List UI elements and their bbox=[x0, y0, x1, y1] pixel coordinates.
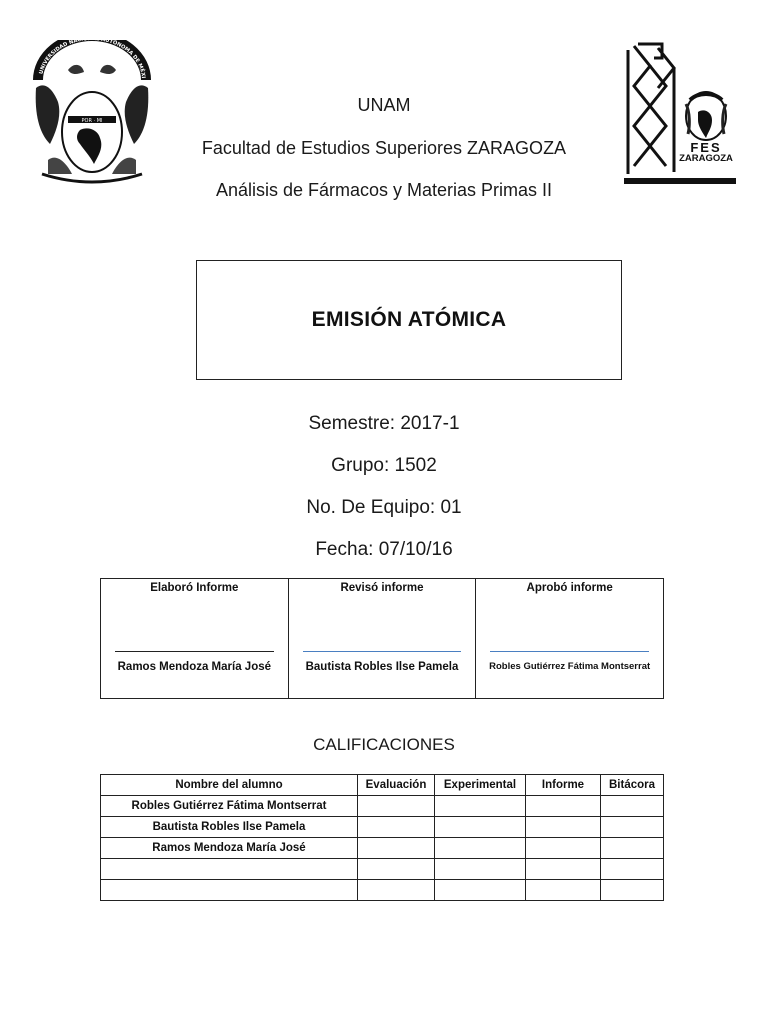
table-row bbox=[101, 817, 664, 838]
signature-cell-aprobo bbox=[476, 579, 664, 699]
grade-cell bbox=[358, 817, 435, 838]
grade-cell bbox=[435, 817, 526, 838]
student-name-cell bbox=[101, 859, 358, 880]
team-line: No. De Equipo: 01 bbox=[306, 497, 462, 518]
group-line: Grupo: 1502 bbox=[331, 455, 437, 476]
grade-cell bbox=[358, 880, 435, 901]
table-row bbox=[101, 880, 664, 901]
faculty-name: Facultad de Estudios Superiores ZARAGOZA bbox=[201, 138, 567, 158]
grade-cell bbox=[601, 796, 664, 817]
grade-cell bbox=[526, 880, 601, 901]
grade-cell bbox=[601, 859, 664, 880]
signatures-table bbox=[100, 578, 664, 699]
grade-cell bbox=[601, 817, 664, 838]
signature-line bbox=[115, 651, 274, 652]
signature-line bbox=[490, 651, 649, 652]
grade-cell bbox=[358, 859, 435, 880]
signature-name: Robles Gutiérrez Fátima Montserrat bbox=[489, 661, 651, 672]
grade-cell bbox=[435, 796, 526, 817]
column-header: Experimental bbox=[435, 775, 526, 796]
signature-heading: Revisó informe bbox=[340, 582, 424, 594]
grade-cell bbox=[526, 838, 601, 859]
signature-heading: Aprobó informe bbox=[526, 582, 613, 594]
semester-line: Semestre: 2017-1 bbox=[308, 413, 460, 434]
table-row bbox=[101, 796, 664, 817]
column-header: Nombre del alumno bbox=[101, 775, 358, 796]
grade-cell bbox=[526, 796, 601, 817]
student-name-cell: Ramos Mendoza María José bbox=[101, 838, 358, 859]
grade-cell bbox=[526, 859, 601, 880]
grades-title: CALIFICACIONES bbox=[313, 735, 455, 754]
column-header: Bitácora bbox=[601, 775, 664, 796]
table-row bbox=[101, 859, 664, 880]
signature-cell-elaboro bbox=[101, 579, 289, 699]
signature-cell-reviso bbox=[288, 579, 476, 699]
column-header: Evaluación bbox=[358, 775, 435, 796]
institution-name: UNAM bbox=[357, 95, 411, 115]
grade-cell bbox=[435, 838, 526, 859]
svg-text:POR · MI: POR · MI bbox=[81, 118, 103, 124]
fes-zaragoza-label: FES ZARAGOZA bbox=[679, 140, 733, 164]
signature-heading: Elaboró Informe bbox=[150, 582, 239, 594]
grades-table bbox=[100, 774, 664, 901]
grade-cell bbox=[526, 817, 601, 838]
grade-cell bbox=[601, 838, 664, 859]
report-title-box bbox=[196, 260, 622, 380]
student-name-cell: Robles Gutiérrez Fátima Montserrat bbox=[101, 796, 358, 817]
course-name: Análisis de Fármacos y Materias Primas II bbox=[215, 180, 553, 200]
table-row bbox=[101, 838, 664, 859]
student-name-cell bbox=[101, 880, 358, 901]
student-name-cell: Bautista Robles Ilse Pamela bbox=[101, 817, 358, 838]
svg-text:UNIVERSIDAD NACIONAL AUTÓNOMA: UNIVERSIDAD NAC UTÓNOMA DE MÉXI bbox=[38, 40, 146, 79]
report-title: EMISIÓN ATÓMICA bbox=[311, 308, 507, 331]
signature-line bbox=[303, 651, 462, 652]
grade-cell bbox=[435, 880, 526, 901]
grade-cell bbox=[435, 859, 526, 880]
grade-cell bbox=[358, 838, 435, 859]
column-header: Informe bbox=[526, 775, 601, 796]
grade-cell bbox=[601, 880, 664, 901]
date-line: Fecha: 07/10/16 bbox=[315, 539, 453, 560]
signature-name: Bautista Robles Ilse Pamela bbox=[305, 661, 459, 673]
grades-header-row bbox=[101, 775, 664, 796]
grade-cell bbox=[358, 796, 435, 817]
signature-name: Ramos Mendoza María José bbox=[117, 661, 272, 673]
